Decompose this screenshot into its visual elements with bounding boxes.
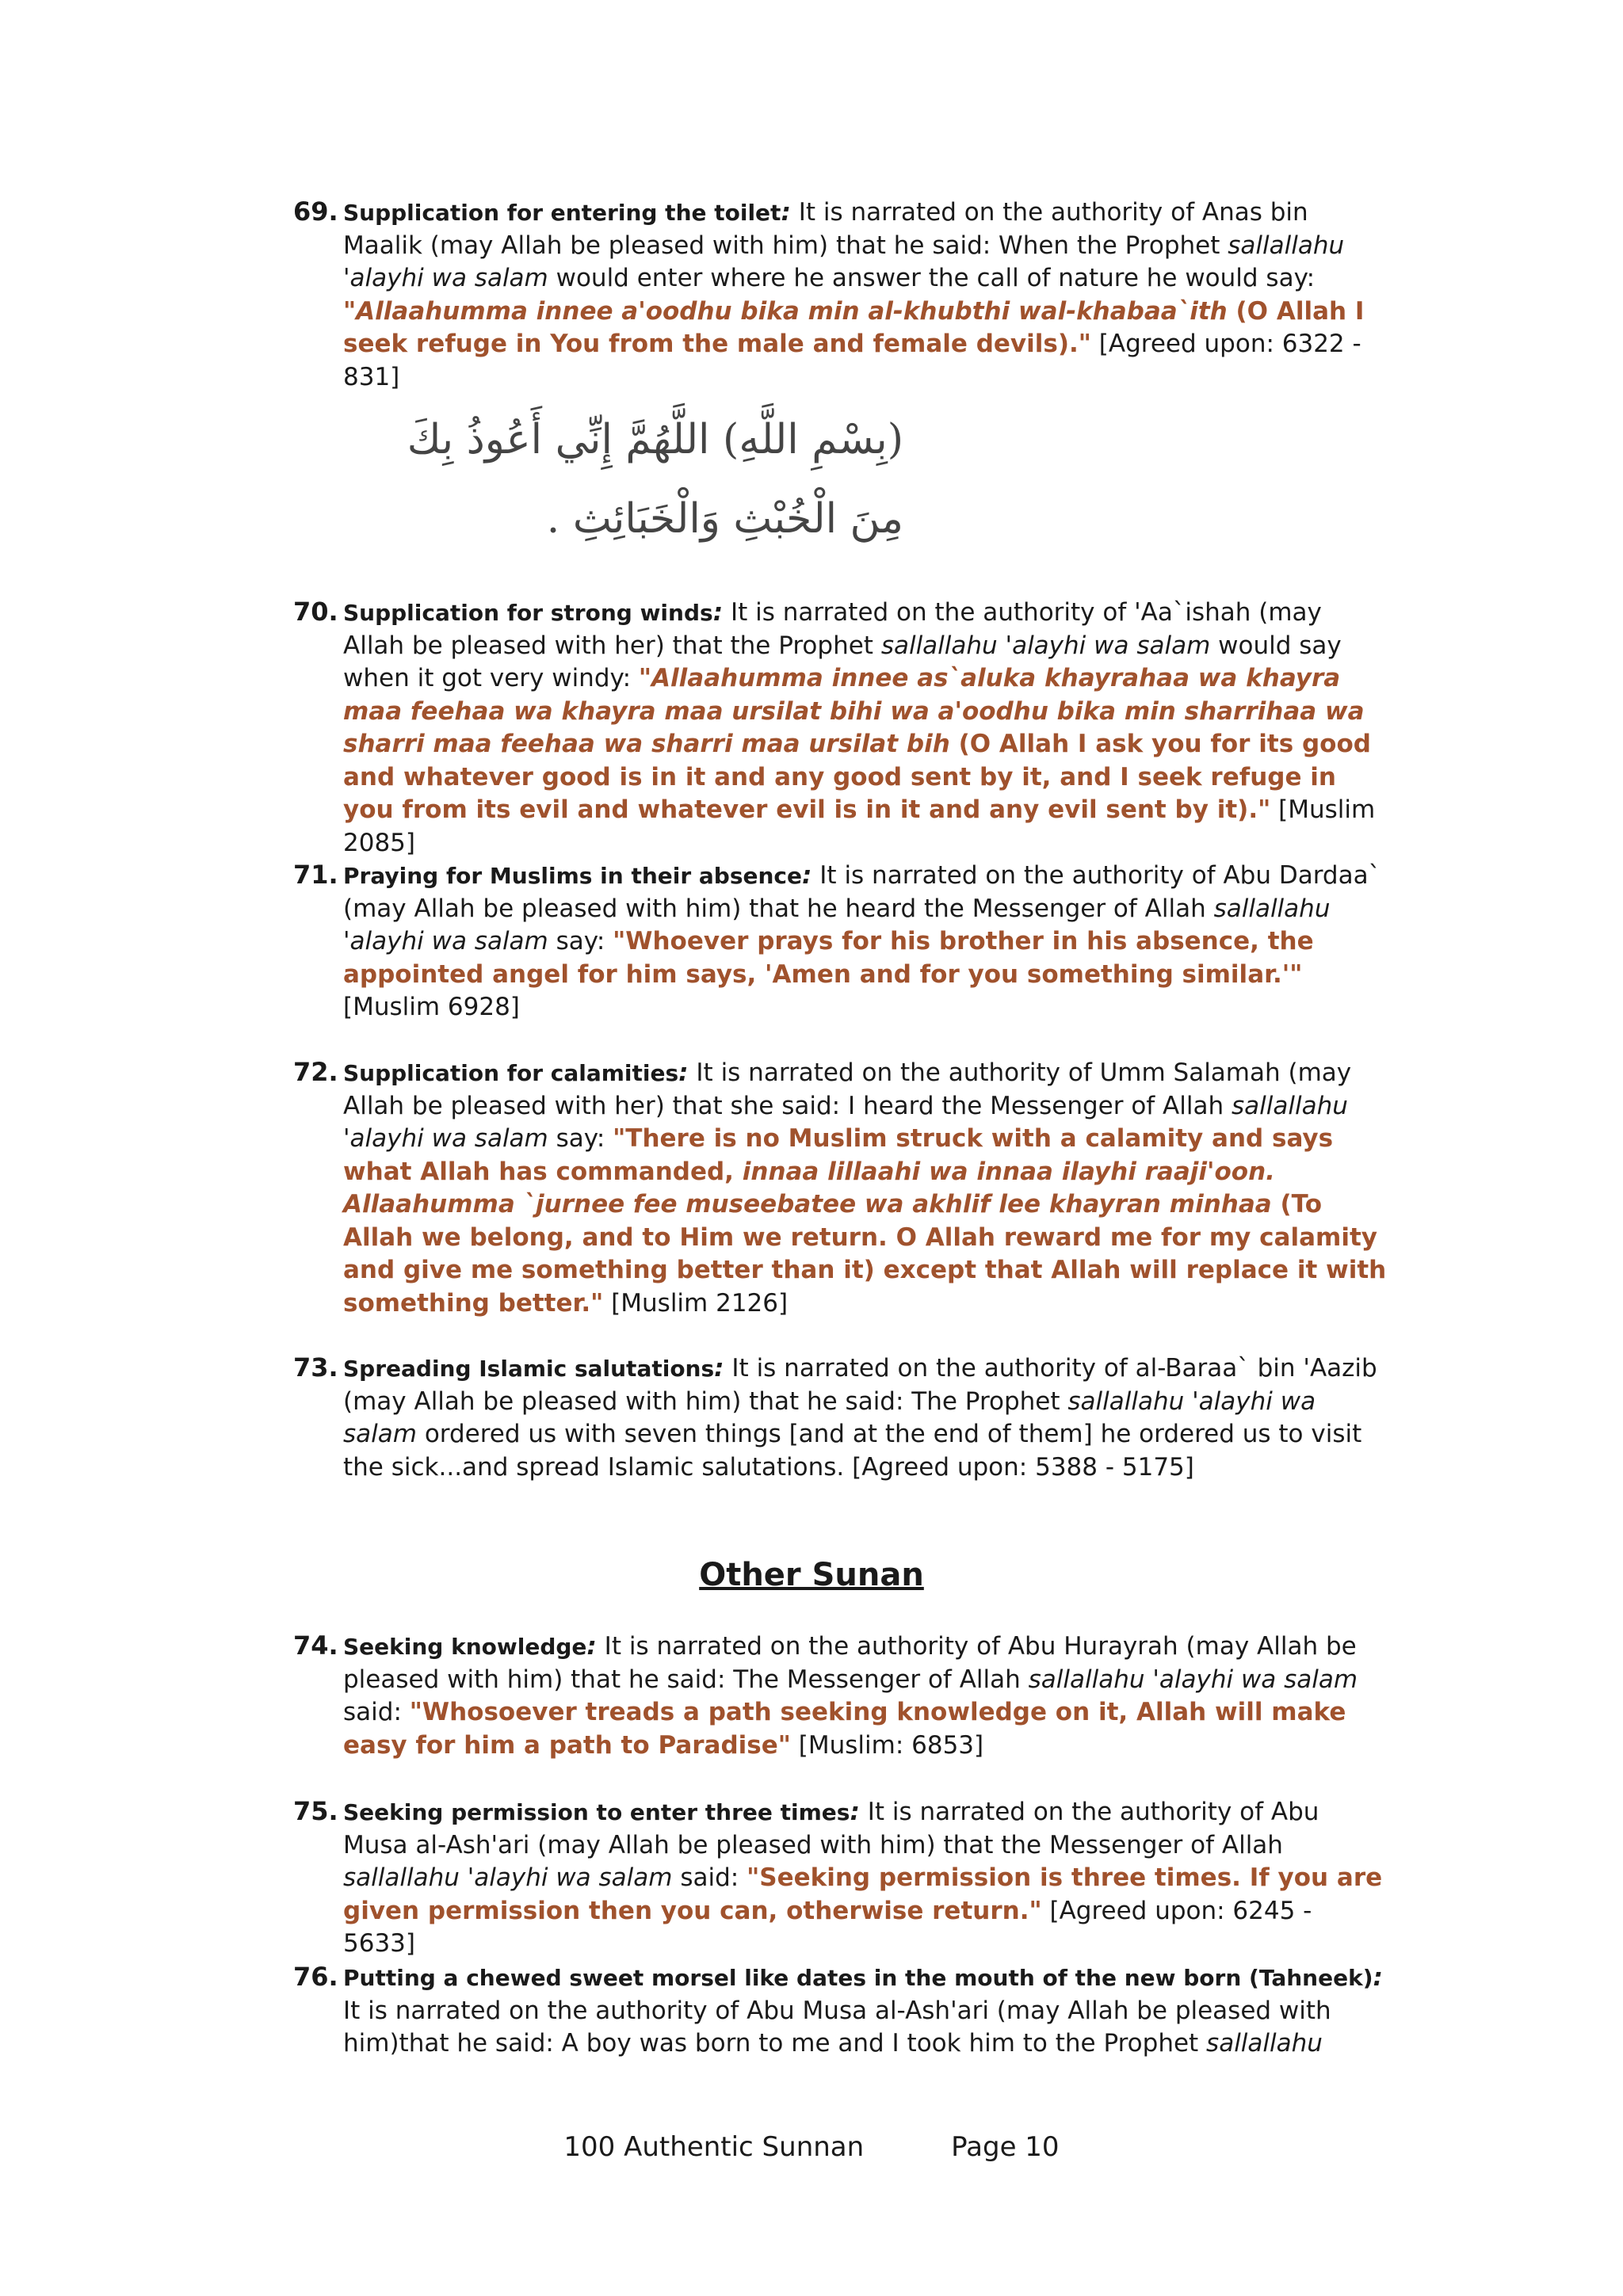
arabic-supplication: (بِسْمِ اللَّهِ) اللَّهُمَّ إِنِّي أَعُوذُ بِكَ مِنَ الْخُبْثِ وَالْخَبَائِثِ . (407, 416, 903, 543)
entry-mid: would enter where he answer the call of nature he would say: (548, 264, 1316, 292)
entry-number: 69. (293, 196, 338, 227)
entry-mid: said: (343, 1698, 410, 1726)
entry-heading: Supplication for strong winds (343, 600, 713, 626)
entry-body: Supplication for entering the toilet: It is narrated on the authority of Anas bin Maalik (may Allah be pleased with him) that he said: When the Prophet sallallahu 'alayhi wa salam would enter where he answer the call of nature he would say: "Allaahumma innee a'oodhu bika min al-khubthi wal-khabaa`ith (O Allah I seek refuge in You from the male and female devils)." [Agreed upon: 6322 - 831] (343, 198, 1365, 391)
entry-heading: Spreading Islamic salutations (343, 1356, 715, 1382)
entry-body: Putting a chewed sweet morsel like dates in the mouth of the new born (Tahneek): It is narrated on the authority of Abu Musa al-Ash'ari (may Allah be pleased with him)that he said: A boy was born to me and I took him to the Prophet sallallahu (343, 1963, 1383, 2058)
page-number: Page 10 (951, 2131, 1060, 2163)
entry-heading: Seeking knowledge (343, 1634, 587, 1660)
entry-body: Seeking permission to enter three times: It is narrated on the authority of Abu Musa al-Ash'ari (may Allah be pleased with him) that the Messenger of Allah sallallahu 'alayhi wa salam said: "Seeking permission is three times. If you are given permission then you can, otherwise return." [Agreed upon: 6245 - 5633] (343, 1798, 1383, 1958)
entry-intro: It is narrated on the authority of Anas bin Maalik (may Allah be pleased with him) that he said: When the Prophet (343, 198, 1308, 260)
entry-number: 71. (293, 860, 338, 890)
sunnah-entry-74 (293, 1630, 1387, 1762)
reference: [Muslim 2126] (603, 1288, 789, 1318)
reference: [Muslim: 6853] (790, 1730, 984, 1760)
sunnah-entry-69 (293, 196, 1387, 394)
entry-mid: say: (548, 1124, 613, 1153)
entry-heading: Supplication for entering the toilet (343, 200, 781, 226)
quote-meaning: (O Allah I seek refuge in You from the male and female devils)." (343, 296, 1365, 358)
entry-intro: It is narrated on the authority of Abu Hurayrah (may Allah be pleased with him) that he said: The Messenger of Allah (343, 1632, 1357, 1694)
sunnah-entry-72 (293, 1057, 1387, 1320)
quote-transliteration: "Allaahumma innee as`aluka khayrahaa wa khayra maa feehaa wa khayra maa ursilat bihi wa a'oodhu bika min sharrihaa wa sharri maa feehaa wa sharri maa ursilat bih (343, 664, 1365, 758)
entry-number: 73. (293, 1352, 338, 1383)
entry-mid: would say when it got very windy: (343, 631, 1342, 692)
entry-body: Praying for Muslims in their absence: It is narrated on the authority of Abu Dardaa` (may Allah be pleased with him) that he heard the Messenger of Allah sallallahu 'alayhi wa salam say: "Whoever prays for his brother in his absence, the appointed angel for him says, 'Amen and for you something similar.'" [Muslim 6928] (343, 861, 1381, 1021)
entry-intro: It is narrated on the authority of Abu Musa al-Ash'ari (may Allah be pleased with him)that he said: A boy was born to me and I took him to the Prophet (343, 1996, 1331, 2058)
page-footer (0, 2131, 1623, 2163)
entry-number: 70. (293, 597, 338, 627)
entry-heading: Seeking permission to enter three times (343, 1799, 850, 1825)
entry-body: Spreading Islamic salutations: It is narrated on the authority of al-Baraa` bin 'Aazib (may Allah be pleased with him) that he said: The Prophet sallallahu 'alayhi wa salam ordered us with seven things [and at the end of them] he ordered us to visit the sick...and spread Islamic salutations. [Agreed upon: 5388 - 5175] (343, 1354, 1377, 1482)
quote: "Seeking permission is three times. If you are given permission then you can, otherwise return." (343, 1863, 1383, 1925)
entry-number: 75. (293, 1796, 338, 1826)
entry-intro: It is narrated on the authority of Abu Dardaa` (may Allah be pleased with him) that he heard the Messenger of Allah (343, 861, 1381, 923)
reference: [Muslim 6928] (343, 993, 520, 1021)
footer-title: 100 Authentic Sunnan (563, 2131, 865, 2163)
honorific: sallallahu (1206, 2029, 1323, 2058)
quote-transliteration: innaa lillaahi wa innaa ilayhi raaji'oon. Allaahumma `jurnee fee museebatee wa akhlif lee khayran minhaa (343, 1157, 1275, 1219)
reference: [Muslim 2085] (343, 795, 1376, 857)
quote-transliteration: "Allaahumma innee a'oodhu bika min al-khubthi wal-khabaa`ith (343, 296, 1228, 326)
entry-intro: It is narrated on the authority of Abu Musa al-Ash'ari (may Allah be pleased with him) that the Messenger of Allah (343, 1798, 1319, 1859)
sunnah-entry-71 (293, 860, 1387, 1024)
entry-body: Seeking knowledge: It is narrated on the authority of Abu Hurayrah (may Allah be pleased with him) that he said: The Messenger of Allah sallallahu 'alayhi wa salam said: "Whosoever treads a path seeking knowledge on it, Allah will make easy for him a path to Paradise" [Muslim: 6853] (343, 1632, 1358, 1760)
sunnah-entry-75 (293, 1796, 1387, 1961)
entry-intro: It is narrated on the authority of al-Baraa` bin 'Aazib (may Allah be pleased with him) that he said: The Prophet (343, 1354, 1377, 1416)
sunnah-entry-70 (293, 597, 1387, 860)
entry-mid: say: (548, 927, 613, 955)
entry-heading: Putting a chewed sweet morsel like dates in the mouth of the new born (Tahneek) (343, 1965, 1373, 1991)
quote-meaning: (O Allah I ask you for its good and whatever good is in it and any good sent by it, and I seek refuge in you from its evil and whatever evil is in it and any evil sent by it)." (343, 730, 1371, 824)
honorific: sallallahu 'alayhi wa salam (1028, 1665, 1358, 1694)
entry-mid: said: (672, 1863, 747, 1892)
quote (343, 1124, 1386, 1318)
entry-mid: ordered us with seven things [and at the end of them] he ordered us to visit the sick...and spread Islamic salutations. (343, 1420, 1362, 1482)
reference: [Agreed upon: 5388 - 5175] (844, 1452, 1194, 1482)
section-title: Other Sunan (699, 1557, 924, 1593)
entry-number: 76. (293, 1962, 338, 1992)
honorific: sallallahu 'alayhi wa salam (880, 631, 1211, 660)
quote: "Whoever prays for his brother in his absence, the appointed angel for him says, 'Amen and for you something similar.'" (343, 927, 1314, 989)
honorific: sallallahu 'alayhi wa salam (343, 1863, 673, 1892)
reference: [Agreed upon: 6322 - 831] (343, 330, 1361, 391)
entry-number: 72. (293, 1057, 338, 1087)
entry-body: Supplication for calamities: It is narrated on the authority of Umm Salamah (may Allah be pleased with her) that she said: I heard the Messenger of Allah sallallahu 'alayhi wa salam say: "There is no Muslim struck with a calamity and says what Allah has commanded, innaa lillaahi wa innaa ilayhi raaji'oon. Allaahumma `jurnee fee museebatee wa akhlif lee khayran minhaa (To Allah we belong, and to Him we return. O Allah reward me for my calamity and give me something better than it) except that Allah will replace it with something better." [Muslim 2126] (343, 1058, 1387, 1318)
quote: "Whosoever treads a path seeking knowledge on it, Allah will make easy for him a path to Paradise" (343, 1698, 1346, 1760)
sunnah-entry-76 (293, 1962, 1387, 2061)
entry-intro: It is narrated on the authority of 'Aa`ishah (may Allah be pleased with her) that the Prophet (343, 598, 1322, 660)
entry-heading: Supplication for calamities (343, 1060, 679, 1086)
honorific: sallallahu 'alayhi wa salam (343, 894, 1331, 955)
entry-number: 74. (293, 1630, 338, 1661)
quote-meaning: (To Allah we belong, and to Him we return. O Allah reward me for my calamity and give me something better than it) except that Allah will replace it with something better." (343, 1190, 1387, 1318)
quote-lead: "There is no Muslim struck with a calamity and says what Allah has commanded, (343, 1124, 1334, 1186)
reference: [Agreed upon: 6245 - 5633] (343, 1896, 1312, 1958)
sunnah-entry-73 (293, 1352, 1387, 1484)
honorific: sallallahu 'alayhi wa salam (343, 1386, 1316, 1448)
honorific: sallallahu 'alayhi wa salam (343, 1091, 1348, 1153)
honorific: sallallahu 'alayhi wa salam (343, 231, 1345, 292)
entry-body: Supplication for strong winds: It is narrated on the authority of 'Aa`ishah (may Allah be pleased with her) that the Prophet sallallahu 'alayhi wa salam would say when it got very windy: "Allaahumma innee as`aluka khayrahaa wa khayra maa feehaa wa khayra maa ursilat bihi wa a'oodhu bika min sharrihaa wa sharri maa feehaa wa sharri maa ursilat bih (O Allah I ask you for its good and whatever good is in it and any good sent by it, and I seek refuge in you from its evil and whatever evil is in it and any evil sent by it)." [Muslim 2085] (343, 598, 1376, 857)
entry-intro: It is narrated on the authority of Umm Salamah (may Allah be pleased with her) that she said: I heard the Messenger of Allah (343, 1058, 1352, 1120)
entry-heading: Praying for Muslims in their absence (343, 863, 803, 889)
